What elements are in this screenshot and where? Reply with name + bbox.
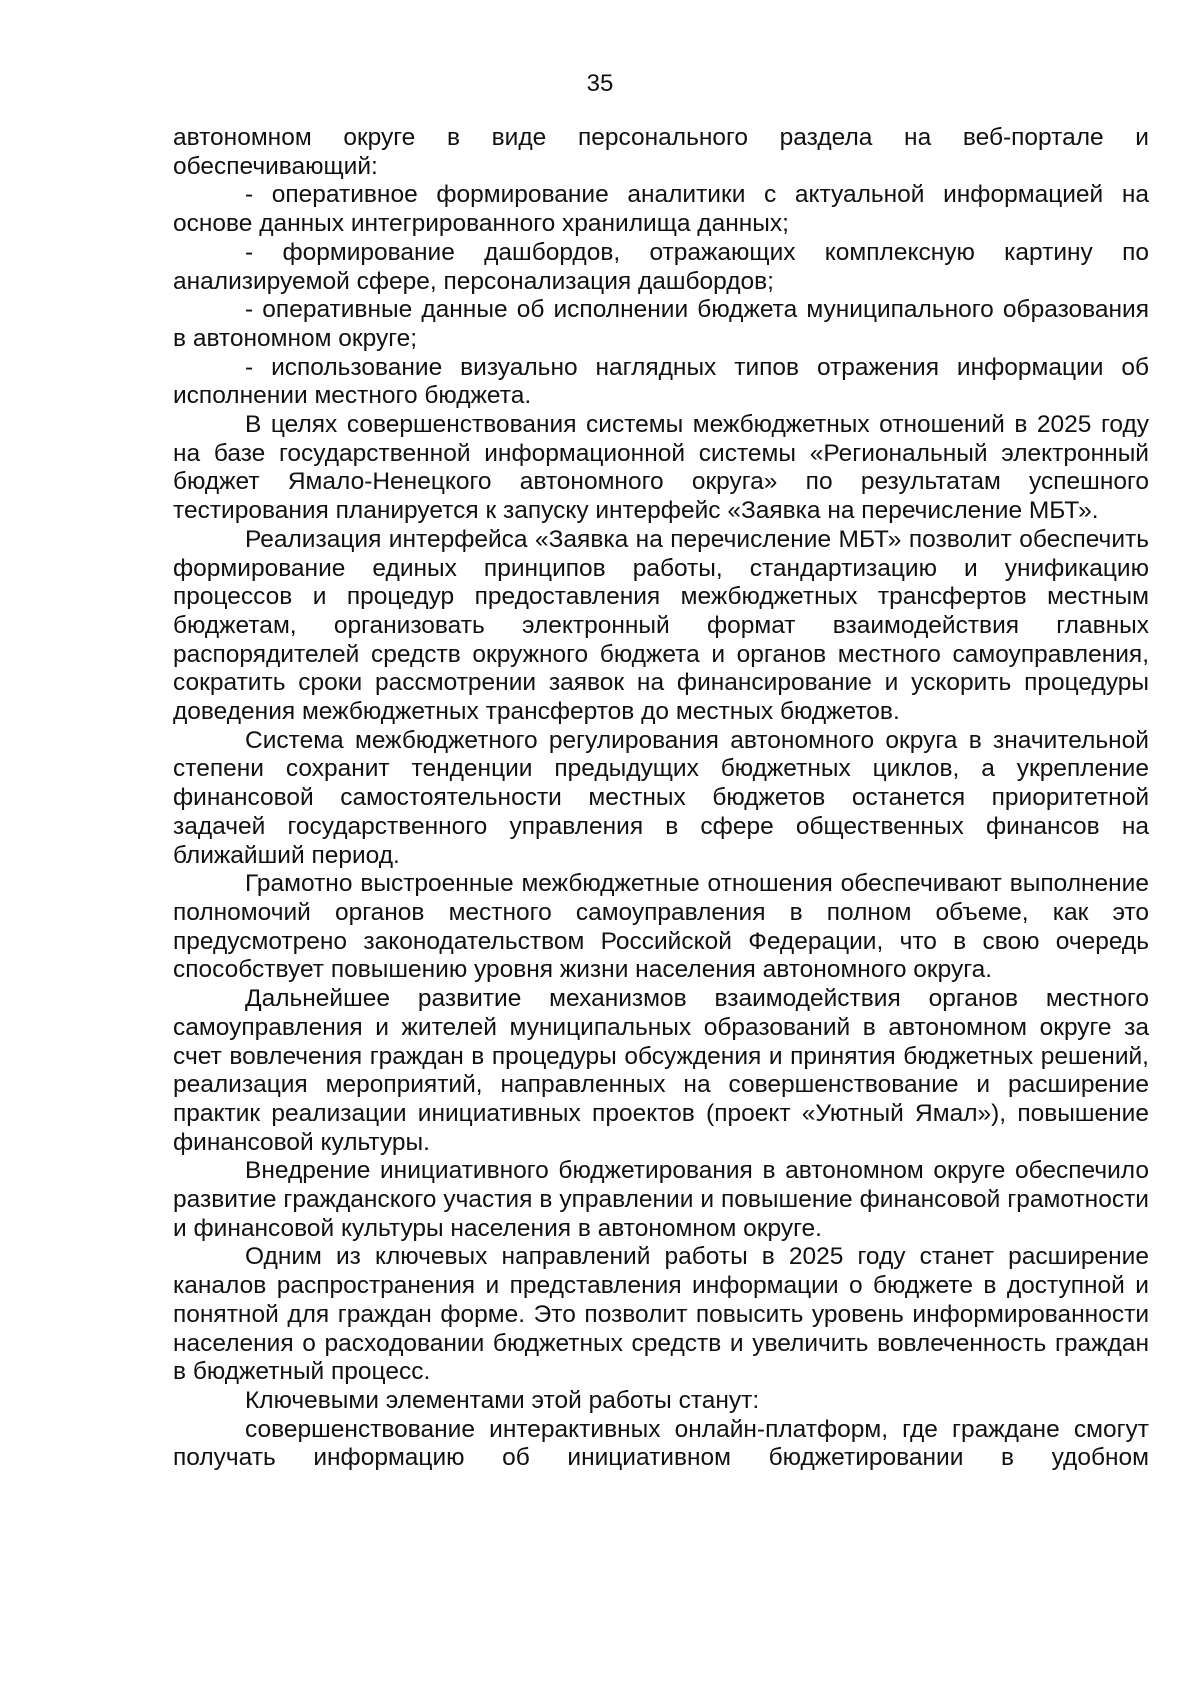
paragraph-key-directions: Одним из ключевых направлений работы в 2025 году станет расширение каналов распространения и представления информации о бюджете в доступной и понятной для граждан форме. Это позволит повысить уровень информированности населения о расходовании бюджетных средств и увеличить вовлеченность граждан в бюджетный процесс. — [173, 1243, 1149, 1386]
page-number: 35 — [586, 70, 614, 97]
paragraph-key-elements: Ключевыми элементами этой работы станут: — [245, 1386, 760, 1414]
paragraph-interaction-development: Дальнейшее развитие механизмов взаимодействия органов местного самоуправления и жителей муниципальных образований в автономном округе за счет вовлечения граждан в процедуры обсуждения и принятия бюджетных решений, реализация мероприятий, направленных на совершенствование и расширение практик реализации инициативных проектов (проект «Уютный Ямал»), повышение финансовой культуры. — [173, 985, 1149, 1156]
paragraph-1: автономном округе в виде персонального раздела на веб-портале и обеспечивающий: — [173, 124, 1149, 180]
paragraph-interbudget-relations: Грамотно выстроенные межбюджетные отношения обеспечивают выполнение полномочий органов местного самоуправления в полном объеме, как это предусмотрено законодательством Российской Федерации, что в свою очередь способствует повышению уровня жизни населения автономного округа. — [173, 870, 1149, 984]
list-item-analytics: - оперативное формирование аналитики с актуальной информацией на основе данных интегрированного хранилища данных; — [173, 181, 1149, 238]
paragraph-mbt-interface: В целях совершенствования системы межбюджетных отношений в 2025 году на базе государственной информационной системы «Региональный электронный бюджет Ямало-Ненецкого автономного округа» по результатам успешного тестирования планируется к запуску интерфейс «Заявка на перечисление МБТ». — [173, 411, 1149, 525]
list-item-visual-types: - использование визуально наглядных типов отражения информации об исполнении местного бюджета. — [173, 353, 1149, 410]
paragraph-regulation-system: Система межбюджетного регулирования автономного округа в значительной степени сохранит тенденции предыдущих бюджетных циклов, а укрепление финансовой самостоятельности местных бюджетов останется приоритетной задачей государственного управления в сфере общественных финансов на ближайший период. — [173, 726, 1149, 869]
list-item-budget-data: - оперативные данные об исполнении бюджета муниципального образования в автономном округе; — [173, 296, 1149, 352]
list-item-dashboards: - формирование дашбордов, отражающих комплексную картину по анализируемой сфере, персонализация дашбордов; — [173, 238, 1149, 295]
paragraph-mbt-realization: Реализация интерфейса «Заявка на перечисление МБТ» позволит обеспечить формирование единых принципов работы, стандартизацию и унификацию процессов и процедур предоставления межбюджетных трансфертов местным бюджетам, организовать электронный формат взаимодействия главных распорядителей средств окружного бюджета и органов местного самоуправления, сократить сроки рассмотрении заявок на финансирование и ускорить процедуры доведения межбюджетных трансфертов до местных бюджетов. — [173, 525, 1149, 726]
document-body — [173, 124, 1149, 1473]
paragraph-online-platforms: совершенствование интерактивных онлайн-платформ, где граждане смогут получать информацию об инициативном бюджетировании в удобном — [173, 1415, 1149, 1472]
paragraph-initiative-budgeting: Внедрение инициативного бюджетирования в автономном округе обеспечило развитие гражданского участия в управлении и повышение финансовой грамотности и финансовой культуры населения в автономном округе. — [173, 1157, 1149, 1242]
